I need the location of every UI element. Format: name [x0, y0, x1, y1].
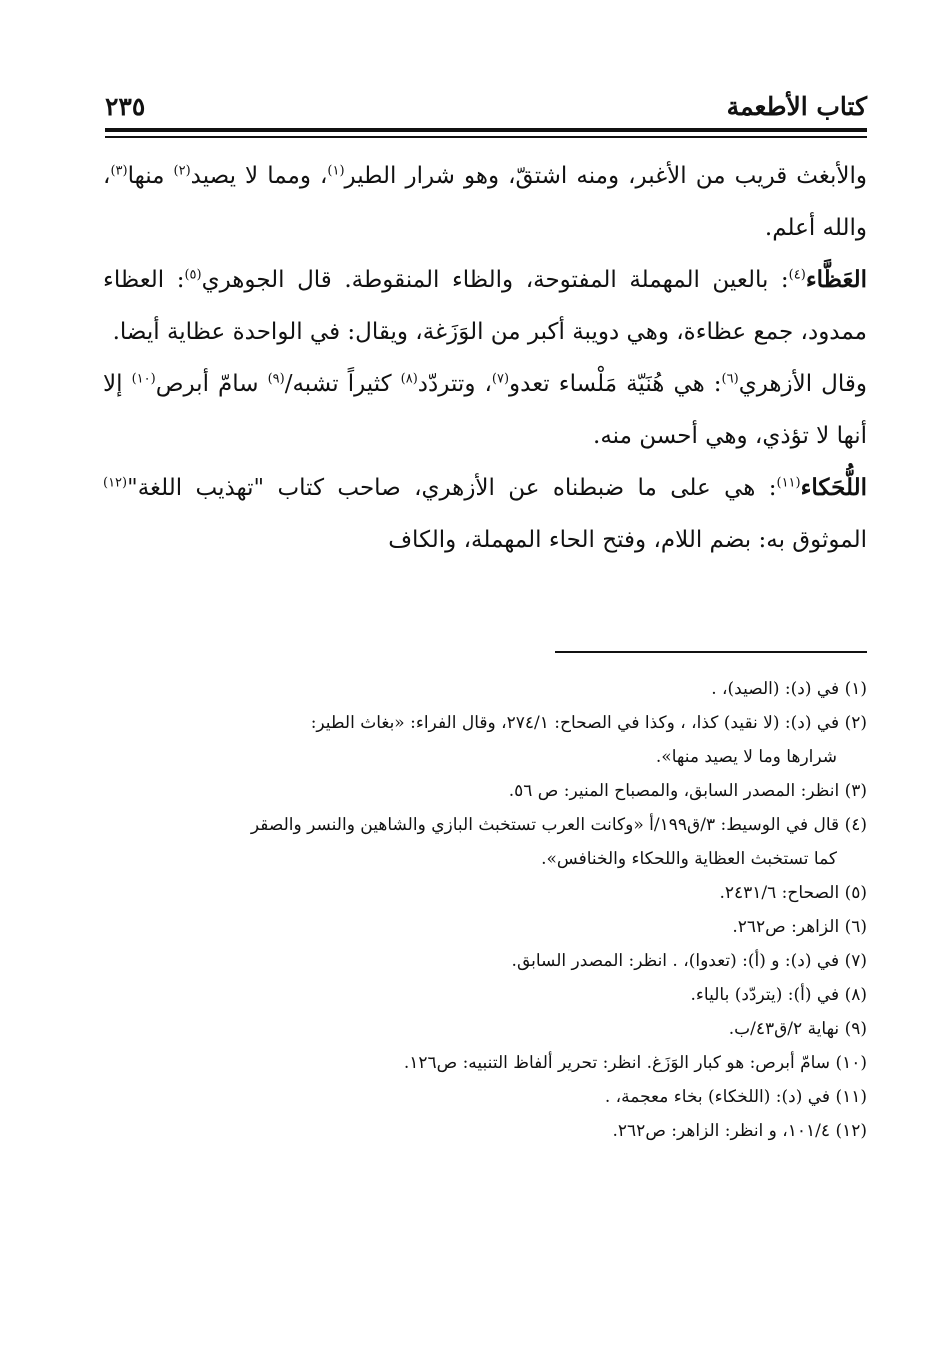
- footnote-ref[interactable]: (١٠): [131, 371, 156, 387]
- footnote-ref[interactable]: (٨): [400, 371, 418, 387]
- footnote-8: (٨) في (أ): (يتردّد) بالياء.: [690, 985, 867, 1005]
- footnote-separator: [555, 651, 867, 653]
- header-rule-thin: [105, 136, 867, 138]
- footnote-ref[interactable]: (٧): [491, 371, 510, 387]
- footnote-7: (٧) في (د): و (أ): (تعدوا)، . انظر: المصدر السابق.: [511, 951, 867, 971]
- footnote-ref[interactable]: (٣): [110, 163, 128, 179]
- header-rule-thick: [105, 128, 867, 132]
- text-run: : هي هُنَيّة مَلْساء تعدو: [509, 371, 722, 397]
- footnote-ref[interactable]: (١): [327, 163, 345, 179]
- footnote-10: (١٠) سامّ أبرص: هو كبار الوَزَغ. انظر: تحرير ألفاظ التنبيه: ص١٢٦.: [403, 1053, 867, 1073]
- footnote-ref[interactable]: (١١): [776, 475, 801, 491]
- text-run: كثيراً تشبه/: [284, 371, 401, 397]
- footnote-ref[interactable]: (٦): [721, 371, 739, 387]
- footnote-6: (٦) الزاهر: ص٢٦٢.: [732, 917, 867, 937]
- term-heading: اللُّحَكاء: [800, 474, 867, 501]
- footnote-2-continued: شرارها وما لا يصيد منها».: [655, 747, 837, 767]
- footnote-2: (٢) في (د): (لا نقيد) كذا، ، وكذا في الصحاح: ٢٧٤/١، وقال الفراء: «بغاث الطير:: [310, 713, 867, 733]
- footnote-ref[interactable]: (٤): [788, 267, 806, 283]
- text-run: سامّ أبرص: [155, 371, 268, 397]
- footnote-ref[interactable]: (٩): [267, 371, 285, 387]
- footnote-4-continued: كما تستخبث العظاية واللحكاء والخنافس».: [541, 849, 837, 869]
- footnote-ref[interactable]: (٢): [173, 163, 191, 179]
- paragraph-2: [103, 254, 867, 358]
- text-run: وقال الأزهري: [738, 371, 867, 397]
- text-run: الموثوق به: بضم اللام، وفتح الحاء المهملة، والكاف: [388, 527, 867, 553]
- footnote-12: (١٢) ١٠١/٤، و انظر: الزاهر: ص٢٦٢.: [612, 1121, 867, 1141]
- page-number: ٢٣٥: [105, 92, 146, 121]
- page-header: [105, 88, 867, 128]
- paragraph-1: [103, 150, 867, 254]
- footnotes: [103, 672, 867, 1148]
- text-run: والأبغث قريب من الأغبر، ومنه اشتقّ، وهو شرار الطير: [344, 163, 867, 189]
- text-run: إلا أنها لا تؤذي، وهي أحسن منه.: [103, 371, 867, 449]
- text-run: ، وتتردّد: [417, 371, 492, 397]
- term-heading: العَظَّاء: [805, 266, 867, 293]
- footnote-1: (١) في (د): (الصيد)، .: [711, 679, 867, 699]
- footnote-ref[interactable]: (٥): [184, 267, 202, 283]
- footnote-ref[interactable]: (١٢): [103, 475, 128, 491]
- text-run: ، ومما لا يصيد: [190, 163, 328, 189]
- footnote-3: (٣) انظر: المصدر السابق، والمصباح المنير: ص ٥٦.: [508, 781, 867, 801]
- text-run: منها: [127, 163, 174, 189]
- paragraph-3: [103, 358, 867, 462]
- paragraph-4: [103, 462, 867, 566]
- footnote-5: (٥) الصحاح: ٢٤٣١/٦.: [719, 883, 867, 903]
- text-run: ، والله أعلم.: [103, 163, 867, 241]
- footnote-11: (١١) في (د): (اللخكاء) بخاء معجمة، .: [604, 1087, 867, 1107]
- text-run: : العظاء ممدود، جمع عظاءة، وهي دويبة أكبر من الوَزَغة، ويقال: في الواحدة عظاية أيضا.: [103, 267, 867, 345]
- running-title: كتاب الأطعمة: [726, 92, 867, 121]
- text-run: : هي على ما ضبطناه عن الأزهري، صاحب كتاب "تهذيب اللغة": [127, 475, 777, 501]
- main-text: [103, 150, 867, 566]
- footnote-4: (٤) قال في الوسيط: ٣/ق١٩٩/أ «وكانت العرب تستخبث البازي والشاهين والنسر والصقر: [250, 815, 867, 835]
- text-run: : بالعين المهملة المفتوحة، والظاء المنقوطة. قال الجوهري: [201, 267, 789, 293]
- footnote-9: (٩) نهاية ٢/ق٤٣/ب.: [728, 1019, 867, 1039]
